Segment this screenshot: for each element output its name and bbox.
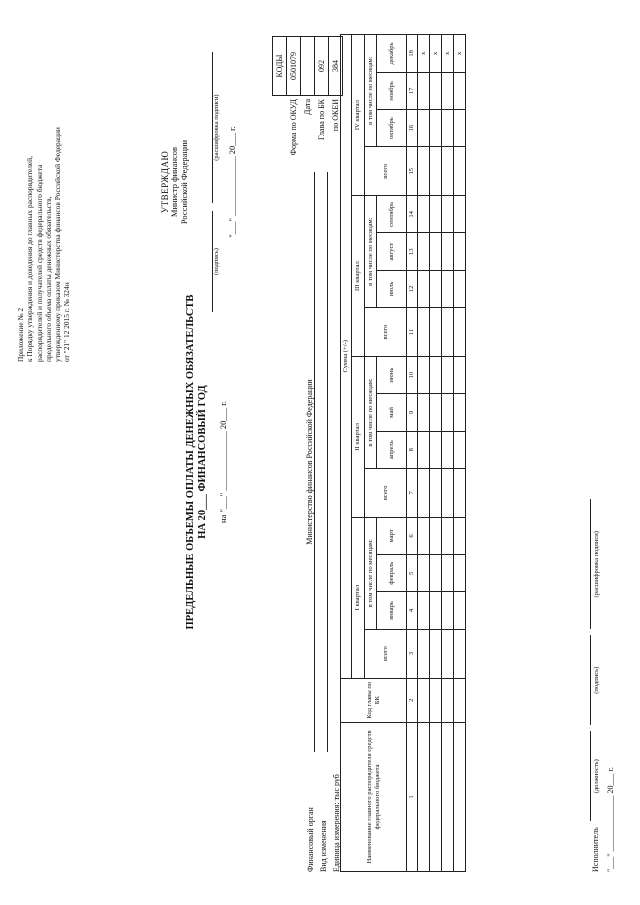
appendix-line: к Порядку утверждения и доведения до главных распорядителей,: [25, 156, 35, 362]
appendix-line: распорядителей и получателей средств федерального бюджета: [34, 164, 44, 362]
code-label: по ОКЕИ: [330, 99, 340, 132]
column-number-row: [407, 35, 418, 872]
appendix-note: [16, 32, 72, 362]
meta-label: Единица измерения: тыс руб: [331, 774, 341, 872]
approval-org: Российской Федерации: [179, 139, 190, 225]
quarter-header: II квартал: [352, 357, 365, 518]
month-header: июнь: [377, 357, 407, 394]
col-num: 5: [407, 555, 418, 592]
cross-mark: x: [454, 35, 466, 73]
title-line: НА 20___ ФИНАНСОВЫЙ ГОД: [197, 385, 209, 539]
total-header: всего: [365, 308, 407, 357]
table-row[interactable]: [454, 35, 466, 872]
approval-title: УТВЕРЖДАЮ: [160, 150, 170, 214]
code-label: Глава по БК: [316, 99, 326, 140]
cross-mark: x: [418, 35, 430, 73]
month-header: декабрь: [377, 35, 407, 73]
month-header: ноябрь: [377, 72, 407, 109]
signature-line[interactable]: [580, 635, 591, 725]
code-value: 384: [329, 37, 343, 96]
quarter-header: I квартал: [352, 517, 365, 678]
meta-block: [302, 172, 341, 872]
table-row[interactable]: [442, 35, 454, 872]
code-value: 092: [315, 37, 329, 96]
total-header: всего: [365, 629, 407, 678]
decode-caption: (расшифровка подписи): [212, 94, 220, 161]
executor-label: Исполнитель: [591, 827, 601, 872]
approval-date[interactable]: "___" ______________ 20___ г.: [227, 126, 238, 238]
document-page: [10, 32, 630, 872]
code-label: Форма по ОКУД: [288, 99, 298, 156]
decode-line[interactable]: [202, 52, 213, 203]
document-title: [185, 252, 229, 672]
col-num: 3: [407, 629, 418, 678]
month-header: июль: [377, 270, 407, 307]
table-row[interactable]: [430, 35, 442, 872]
table-row[interactable]: [418, 35, 430, 872]
approval-org: Министр финансов: [169, 146, 180, 218]
decode-caption: (расшифровка подписи): [593, 531, 600, 598]
month-header: январь: [377, 592, 407, 629]
appendix-line: предельного объема оплаты денежных обязательств,: [43, 196, 53, 362]
appendix-line: Приложение № 2: [16, 307, 25, 362]
decode-line[interactable]: [580, 499, 591, 629]
code-value[interactable]: [301, 37, 315, 96]
quarter-header: IV квартал: [352, 35, 365, 196]
month-header: март: [377, 517, 407, 554]
col-num: 2: [407, 678, 418, 722]
cross-mark: x: [430, 35, 442, 73]
signature-caption: (подпись): [212, 248, 220, 276]
col-num: 9: [407, 394, 418, 431]
col-num: 16: [407, 110, 418, 147]
head-name: Наименование главного распорядителя средств федерального бюджета: [341, 722, 407, 871]
by-month-header: в том числе по месяцам:: [365, 357, 377, 469]
month-header: октябрь: [377, 110, 407, 147]
month-header: май: [377, 394, 407, 431]
cross-mark: x: [442, 35, 454, 73]
col-num: 4: [407, 592, 418, 629]
quarter-header: III квартал: [352, 196, 365, 357]
col-num: 6: [407, 517, 418, 554]
meta-value: Министерство финансов Российской Федерации: [305, 172, 315, 752]
col-num: 10: [407, 357, 418, 394]
month-header: апрель: [377, 431, 407, 468]
head-sum: Сумма (+/-): [341, 35, 352, 679]
codes-block: [272, 32, 343, 182]
by-month-header: в том числе по месяцам:: [365, 196, 377, 308]
code-label: Дата: [302, 99, 312, 115]
meta-label: Финансовый орган: [305, 807, 315, 872]
col-num: 11: [407, 308, 418, 357]
appendix-line: утвержденному приказом Министерства финансов Российской Федерации: [53, 127, 62, 362]
col-num: 14: [407, 196, 418, 233]
position-line[interactable]: [580, 731, 591, 821]
month-header: сентябрь: [377, 196, 407, 233]
title-line: ПРЕДЕЛЬНЫЕ ОБЪЕМЫ ОПЛАТЫ ДЕНЕЖНЫХ ОБЯЗАТЕЛЬСТВ: [185, 294, 196, 630]
col-num: 8: [407, 431, 418, 468]
meta-value[interactable]: [327, 172, 328, 752]
codes-header: КОДЫ: [273, 37, 287, 96]
col-num: 7: [407, 468, 418, 517]
col-num: 18: [407, 35, 418, 73]
position-caption: (должность): [593, 759, 600, 794]
total-header: всего: [365, 468, 407, 517]
appendix-line: от "21" 12 2015 г. № 324н: [62, 282, 72, 362]
col-num: 15: [407, 147, 418, 196]
col-num: 17: [407, 72, 418, 109]
limits-table: [340, 34, 466, 872]
total-header: всего: [365, 147, 407, 196]
by-month-header: в том числе по месяцам:: [365, 35, 377, 147]
signature-caption: (подпись): [593, 666, 600, 694]
by-month-header: в том числе по месяцам:: [365, 517, 377, 629]
executor-date[interactable]: "___" ______________ 20___ г.: [606, 767, 616, 872]
title-date[interactable]: на "___" ______________ 20___ г.: [218, 401, 229, 523]
code-value: 0501079: [287, 37, 301, 96]
col-num: 1: [407, 722, 418, 871]
month-header: август: [377, 233, 407, 270]
executor-block: [580, 272, 616, 872]
head-code: Код главы по БК: [341, 678, 407, 722]
meta-label: Вид изменения: [318, 820, 328, 872]
col-num: 12: [407, 270, 418, 307]
col-num: 13: [407, 233, 418, 270]
month-header: февраль: [377, 555, 407, 592]
